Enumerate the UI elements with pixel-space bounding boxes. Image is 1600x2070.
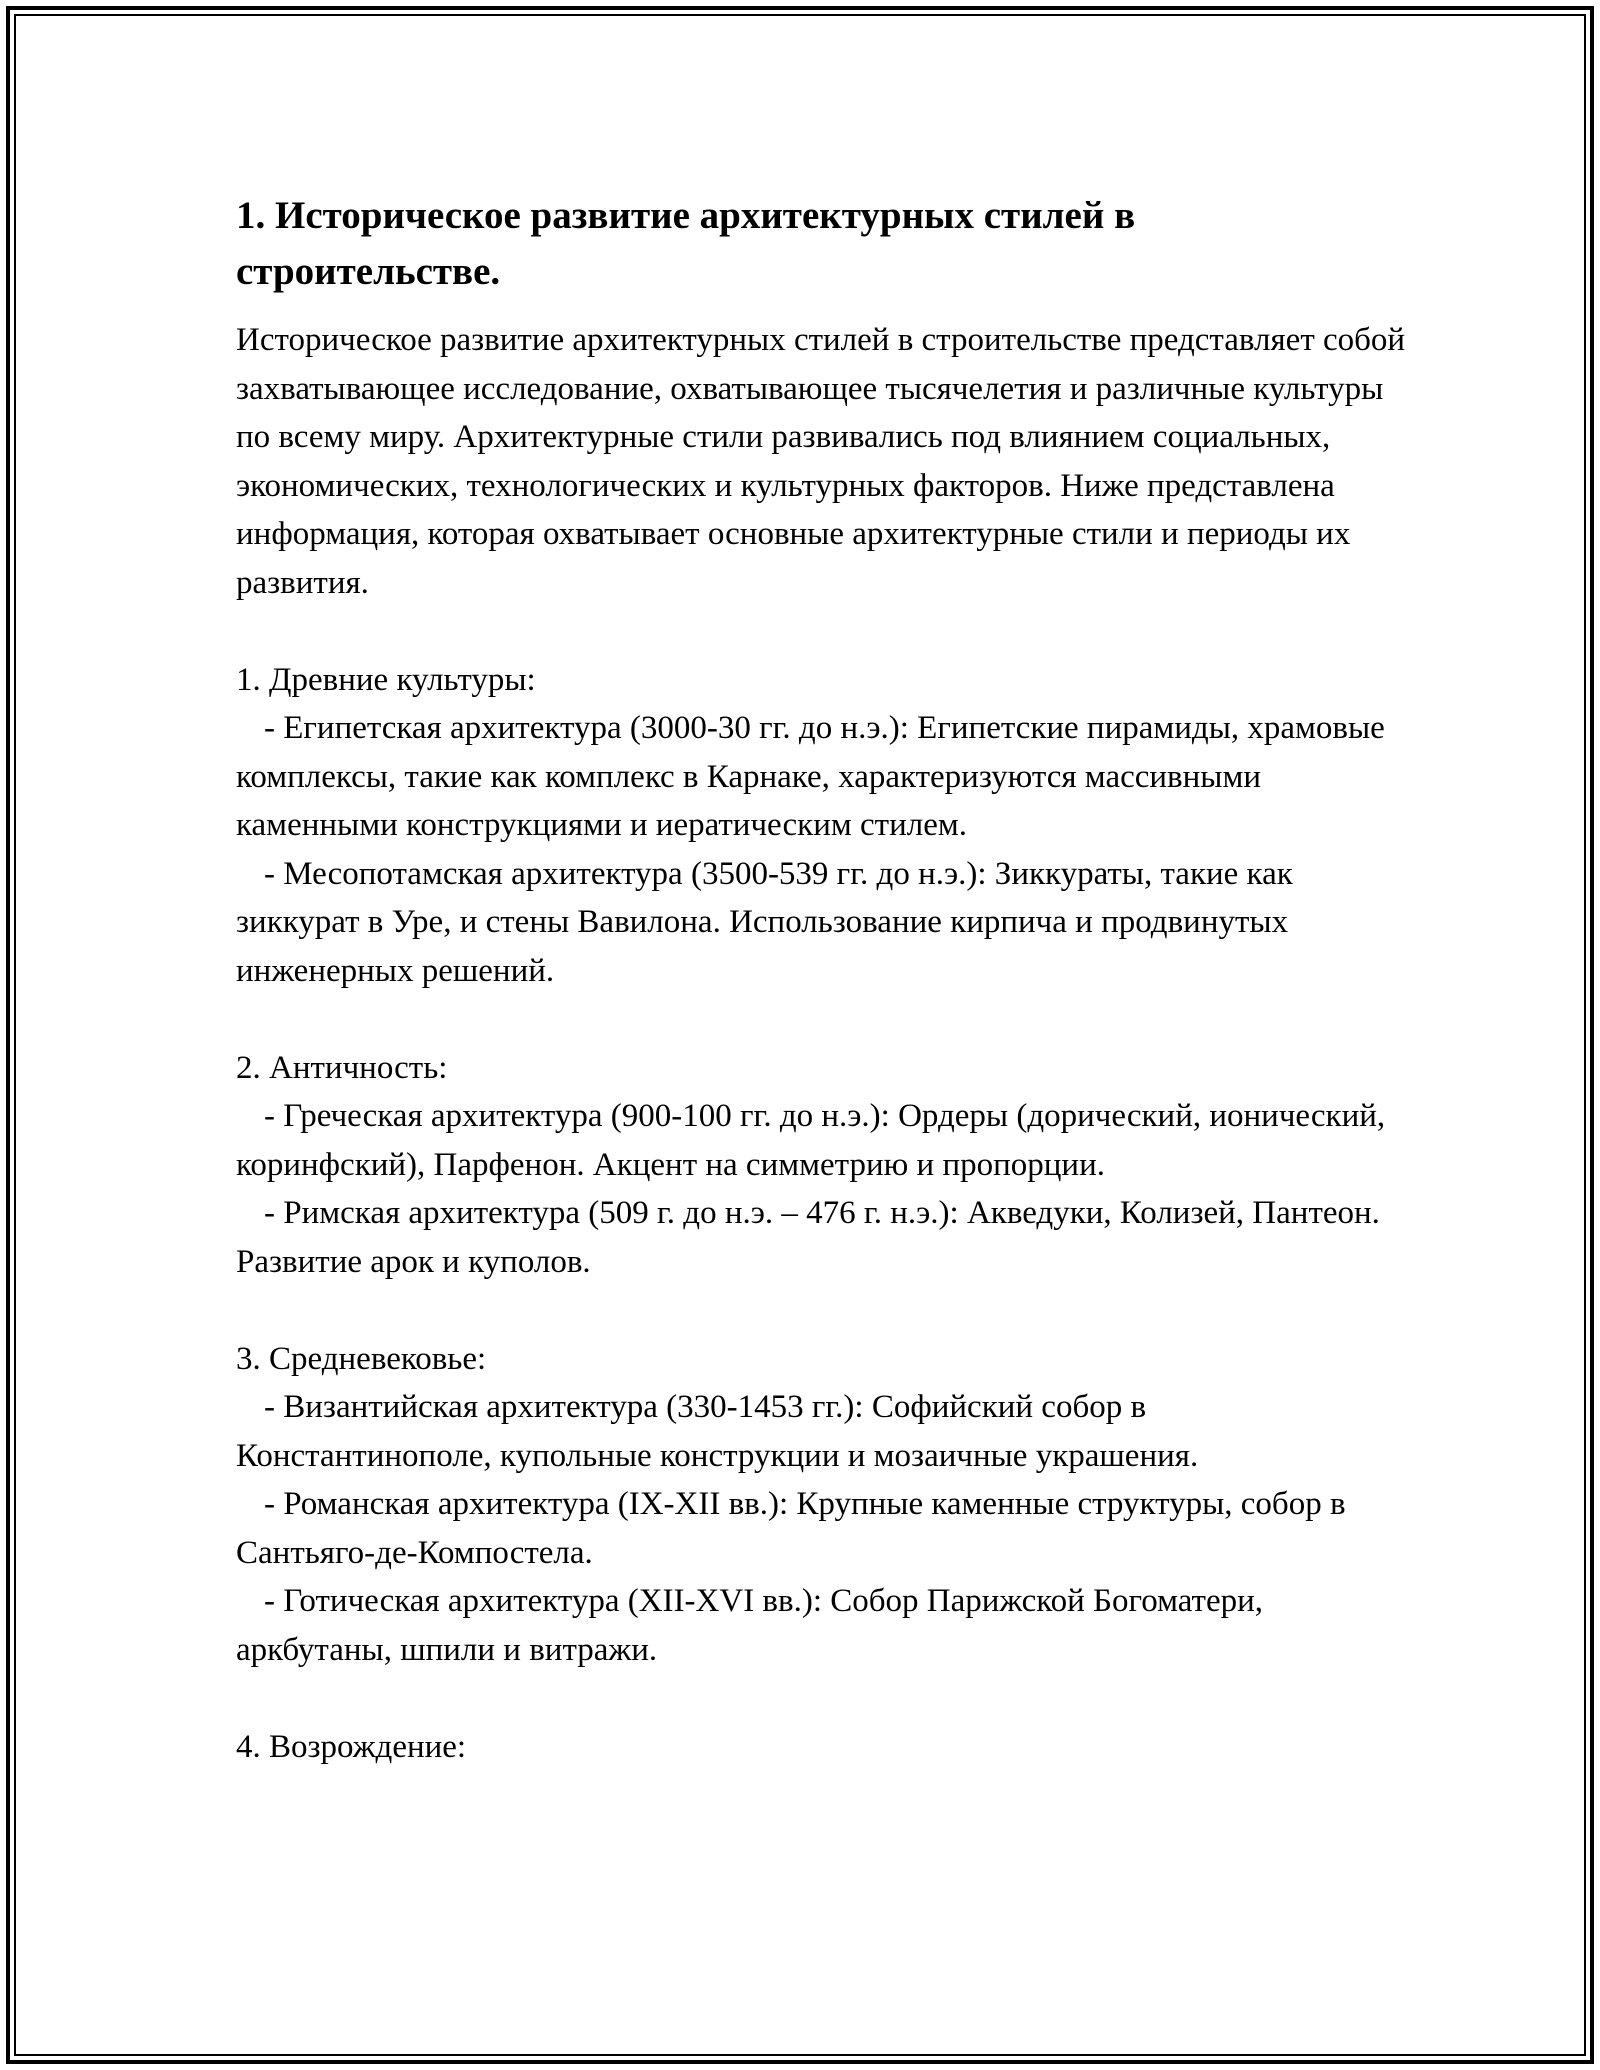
spacer xyxy=(236,1286,1406,1335)
list-item: - Римская архитектура (509 г. до н.э. – 476 г. н.э.): Акведуки, Колизей, Пантеон. Развитие арок и куполов. xyxy=(236,1195,1380,1280)
list-item: - Месопотамская архитектура (3500-539 гг. до н.э.): Зиккураты, такие как зиккурат в Уре, и стены Вавилона. Использование кирпича и продвинутых инженерных решений. xyxy=(236,855,1293,989)
intro-paragraph: Историческое развитие архитектурных стилей в строительстве представляет собой захватывающее исследование, охватывающее тысячелетия и различные культуры по всему миру. Архитектурные стили развивались под влиянием социальных, экономических, технологических и культурных факторов. Ниже представлена информация, которая охватывает основные архитектурные стили и периоды их развития. xyxy=(236,322,1406,601)
document-title: 1. Историческое развитие архитектурных стилей в строительстве. xyxy=(236,194,1136,293)
list-item: - Греческая архитектура (900-100 гг. до н.э.): Ордеры (дорический, ионический, коринфский), Парфенон. Акцент на симметрию и пропорции. xyxy=(236,1098,1386,1183)
section-ancient xyxy=(236,656,1406,996)
spacer xyxy=(236,607,1406,656)
section-middle-ages xyxy=(236,1335,1406,1675)
spacer xyxy=(236,1674,1406,1723)
section-renaissance xyxy=(236,1723,1406,1772)
section-antiquity xyxy=(236,1044,1406,1287)
list-item: - Романская архитектура (IX-XII вв.): Крупные каменные структуры, собор в Сантьяго-де-Компостела. xyxy=(236,1486,1346,1571)
section-heading: 1. Древние культуры: xyxy=(236,661,536,698)
section-heading: 4. Возрождение: xyxy=(236,1728,467,1765)
section-heading: 3. Средневековье: xyxy=(236,1340,487,1377)
spacer xyxy=(236,995,1406,1044)
list-item: - Египетская архитектура (3000-30 гг. до н.э.): Египетские пирамиды, храмовые комплексы, такие как комплекс в Карнаке, характеризуются массивными каменными конструкциями и иератическим стилем. xyxy=(236,710,1385,843)
list-item: - Византийская архитектура (330-1453 гг.): Софийский собор в Константинополе, купольные конструкции и мозаичные украшения. xyxy=(236,1389,1199,1474)
section-heading: 2. Античность: xyxy=(236,1049,448,1086)
list-item: - Готическая архитектура (XII-XVI вв.): Собор Парижской Богоматери, аркбутаны, шпили и витражи. xyxy=(236,1583,1264,1668)
document-body xyxy=(236,188,1406,1771)
